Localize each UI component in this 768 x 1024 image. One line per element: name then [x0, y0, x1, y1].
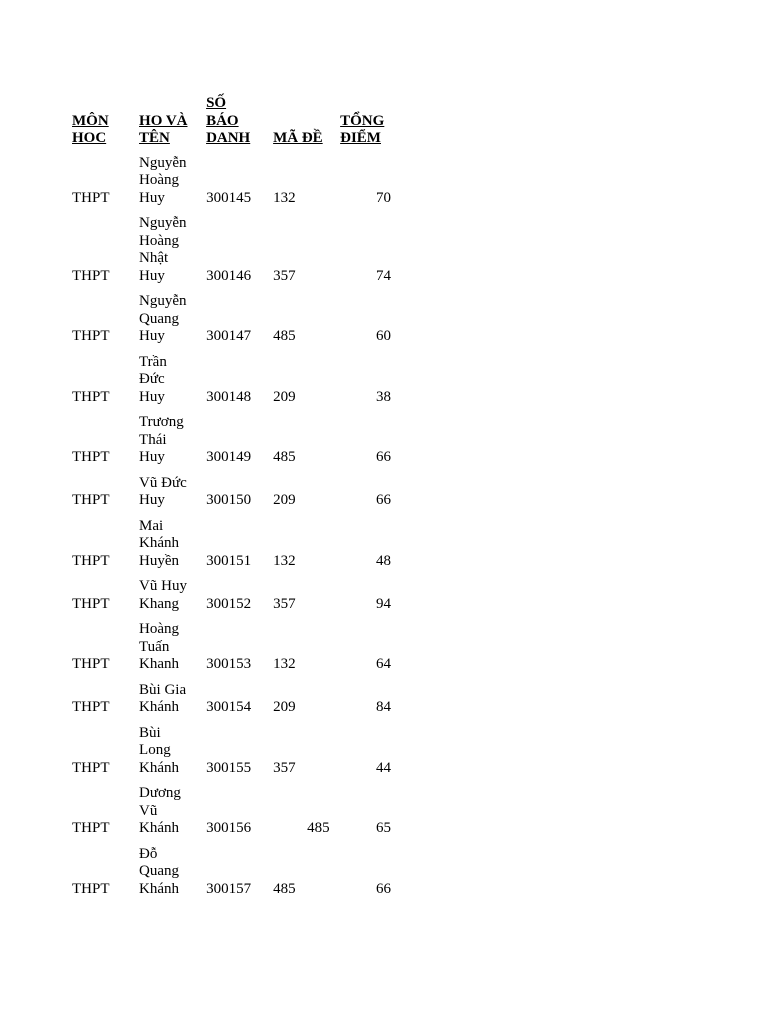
exam-code-value: 209	[273, 699, 296, 715]
cell-total-score: 60	[376, 328, 391, 344]
name-line: Vũ Huy	[139, 578, 187, 594]
cell-total-score: 48	[376, 552, 391, 569]
name-line: Khánh	[139, 820, 180, 836]
header-full-name: HO VÀ TÊN	[139, 112, 188, 146]
cell-candidate-number: 300148	[206, 388, 252, 405]
header-exam-code: MÃ ĐỀ	[273, 130, 323, 146]
name-line: Hoàng	[139, 172, 180, 188]
cell-total-score: 38	[376, 388, 391, 405]
name-line: Khánh	[139, 535, 180, 551]
name-line: Long	[139, 742, 171, 758]
cell-full-name	[139, 777, 206, 838]
header-subject: MÔN HOC	[72, 112, 109, 146]
cell-full-name	[139, 149, 206, 208]
name-line: Khang	[139, 595, 180, 612]
name-line: Khánh	[139, 759, 180, 776]
name-line: Nguyễn	[139, 154, 187, 171]
cell-total-score: 44	[376, 759, 391, 776]
name-line: Nhật	[139, 250, 169, 266]
name-line: Nguyễn	[139, 215, 187, 231]
exam-code-value: 132	[273, 656, 296, 672]
name-line: Thái	[139, 431, 167, 448]
name-line: Trương	[139, 414, 184, 430]
cell-exam-code	[273, 674, 340, 717]
name-line: Huy	[139, 189, 165, 206]
score-table	[72, 95, 402, 898]
table-row	[72, 717, 402, 778]
cell-subject: THPT	[72, 820, 110, 836]
cell-full-name	[139, 285, 206, 346]
name-line: Hoàng	[139, 232, 180, 249]
table-row	[72, 777, 402, 838]
name-line: Nguyễn	[139, 293, 187, 309]
cell-exam-code	[273, 346, 340, 407]
cell-full-name	[139, 510, 206, 571]
cell-total-score: 74	[376, 267, 391, 284]
cell-candidate-number: 300150	[206, 492, 252, 508]
cell-total-score: 94	[376, 595, 391, 612]
table-row	[72, 149, 402, 208]
cell-exam-code	[273, 717, 340, 778]
cell-candidate-number: 300151	[206, 552, 252, 569]
cell-subject: THPT	[72, 189, 110, 206]
exam-code-value: 357	[273, 759, 296, 776]
cell-candidate-number: 300153	[206, 656, 252, 672]
exam-code-value: 132	[273, 189, 296, 206]
cell-total-score: 70	[376, 189, 391, 206]
cell-full-name	[139, 406, 206, 467]
cell-candidate-number: 300155	[206, 759, 252, 776]
table-row	[72, 285, 402, 346]
cell-exam-code	[273, 838, 340, 899]
table-row	[72, 838, 402, 899]
cell-subject: THPT	[72, 880, 110, 897]
cell-subject: THPT	[72, 595, 110, 612]
name-line: Huy	[139, 492, 165, 508]
name-line: Bùi Gia	[139, 681, 187, 698]
cell-full-name	[139, 717, 206, 778]
table-body	[72, 149, 402, 899]
cell-full-name	[139, 838, 206, 899]
name-line: Huy	[139, 328, 165, 344]
cell-candidate-number: 300145	[206, 189, 252, 206]
cell-candidate-number: 300146	[206, 267, 252, 284]
score-sheet	[72, 95, 402, 898]
name-line: Quang	[139, 310, 180, 327]
name-line: Dương	[139, 785, 181, 801]
cell-total-score: 64	[376, 656, 391, 672]
cell-exam-code	[273, 510, 340, 571]
cell-exam-code	[273, 613, 340, 674]
name-line: Huy	[139, 449, 165, 465]
table-row	[72, 346, 402, 407]
cell-candidate-number: 300152	[206, 595, 252, 612]
name-line: Vũ Đức	[139, 474, 187, 491]
cell-full-name	[139, 613, 206, 674]
cell-exam-code	[273, 777, 340, 838]
cell-subject: THPT	[72, 699, 110, 715]
exam-code-value: 485	[273, 880, 296, 897]
cell-exam-code	[273, 570, 340, 613]
exam-code-value: 209	[273, 492, 296, 508]
table-row	[72, 510, 402, 571]
name-line: Huy	[139, 388, 165, 405]
name-line: Trần	[139, 353, 167, 370]
cell-exam-code	[273, 285, 340, 346]
cell-total-score: 84	[376, 699, 391, 715]
cell-exam-code	[273, 467, 340, 510]
table-row	[72, 467, 402, 510]
name-line: Vũ	[139, 802, 158, 819]
name-line: Khánh	[139, 880, 180, 897]
name-line: Huy	[139, 267, 165, 284]
header-total-score: TỔNG ĐIỂM	[340, 112, 385, 146]
exam-code-value: 209	[273, 388, 296, 405]
cell-exam-code	[273, 406, 340, 467]
cell-candidate-number: 300147	[206, 328, 252, 344]
cell-total-score: 66	[376, 449, 391, 465]
cell-subject: THPT	[72, 552, 110, 569]
cell-subject: THPT	[72, 492, 110, 508]
cell-subject: THPT	[72, 759, 110, 776]
cell-total-score: 66	[376, 880, 391, 897]
name-line: Hoàng	[139, 621, 180, 637]
cell-subject: THPT	[72, 656, 110, 672]
cell-full-name	[139, 570, 206, 613]
cell-subject: THPT	[72, 328, 110, 344]
cell-candidate-number: 300154	[206, 699, 252, 715]
name-line: Bùi	[139, 724, 161, 741]
name-line: Khanh	[139, 656, 180, 672]
cell-full-name	[139, 207, 206, 285]
table-row	[72, 406, 402, 467]
header-candidate-number: SỐ BÁO DANH	[206, 95, 251, 146]
cell-full-name	[139, 346, 206, 407]
cell-total-score: 66	[376, 492, 391, 508]
cell-subject: THPT	[72, 388, 110, 405]
cell-full-name	[139, 467, 206, 510]
exam-code-value: 485	[273, 449, 296, 465]
table-row	[72, 207, 402, 285]
table-row	[72, 613, 402, 674]
name-line: Tuấn	[139, 638, 170, 655]
exam-code-value: 132	[273, 552, 296, 569]
cell-candidate-number: 300157	[206, 880, 252, 897]
cell-subject: THPT	[72, 449, 110, 465]
exam-code-value: 357	[273, 595, 296, 612]
table-row	[72, 674, 402, 717]
name-line: Huyền	[139, 552, 180, 569]
exam-code-value: 357	[273, 267, 296, 284]
name-line: Đức	[139, 371, 165, 387]
cell-exam-code	[273, 207, 340, 285]
name-line: Mai	[139, 517, 164, 534]
cell-exam-code	[273, 149, 340, 208]
cell-full-name	[139, 674, 206, 717]
exam-code-value: 485	[307, 820, 330, 836]
header-row	[72, 95, 402, 149]
cell-total-score: 65	[376, 820, 391, 836]
name-line: Đỗ	[139, 845, 158, 862]
cell-subject: THPT	[72, 267, 110, 284]
name-line: Khánh	[139, 699, 180, 715]
name-line: Quang	[139, 863, 180, 879]
table-row	[72, 570, 402, 613]
cell-candidate-number: 300149	[206, 449, 252, 465]
exam-code-value: 485	[273, 328, 296, 344]
cell-candidate-number: 300156	[206, 820, 252, 836]
